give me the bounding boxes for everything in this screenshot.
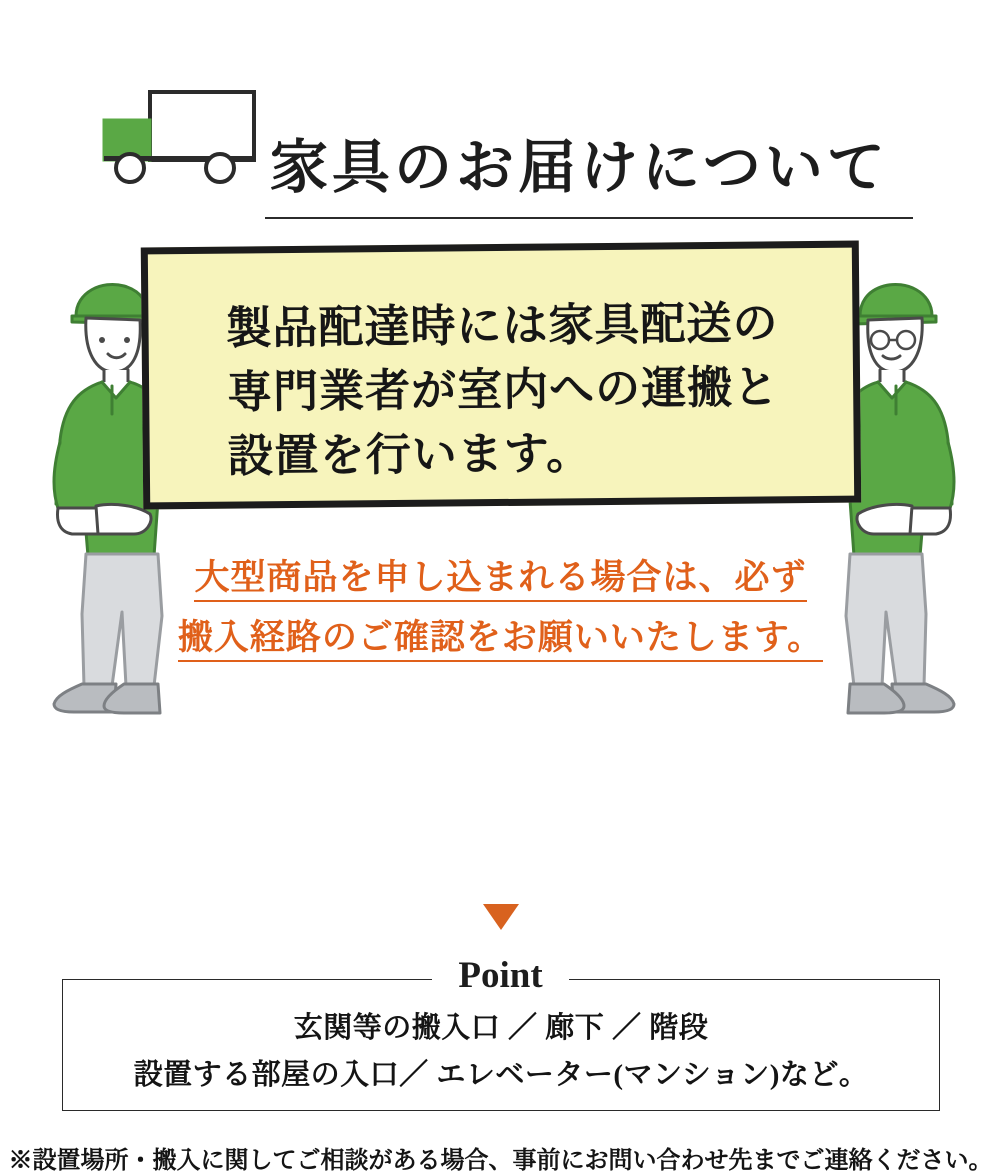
page-header [0, 58, 1001, 198]
point-line-1: 玄関等の搬入口 ／ 廊下 ／ 階段 [293, 1012, 709, 1044]
point-label-wrap [0, 954, 1001, 997]
down-arrow-icon [483, 904, 519, 930]
highlight-banner [141, 241, 861, 510]
point-content [62, 1005, 940, 1099]
point-label: Point [432, 955, 568, 996]
page-title: 家具のお届けについて [270, 135, 889, 200]
illustration-scene [0, 228, 1001, 1174]
point-line-2: 設置する部屋の入口／ エレベーター(マンション)など。 [133, 1058, 869, 1091]
banner-message: 製品配達時には家具配送の 専門業者が室内への運搬と 設置を行います。 [226, 298, 780, 482]
caution-line-2: 搬入経路のご確認をお願いいたします。 [178, 618, 823, 662]
delivery-truck-icon [92, 76, 272, 196]
footnote: ※設置場所・搬入に関してご相談がある場合、事前にお問い合わせ先までご連絡ください。 [8, 1148, 993, 1174]
caution-line-1: 大型商品を申し込まれる場合は、必ず [194, 558, 806, 602]
caution-message [0, 548, 1001, 668]
title-underline [265, 217, 913, 219]
